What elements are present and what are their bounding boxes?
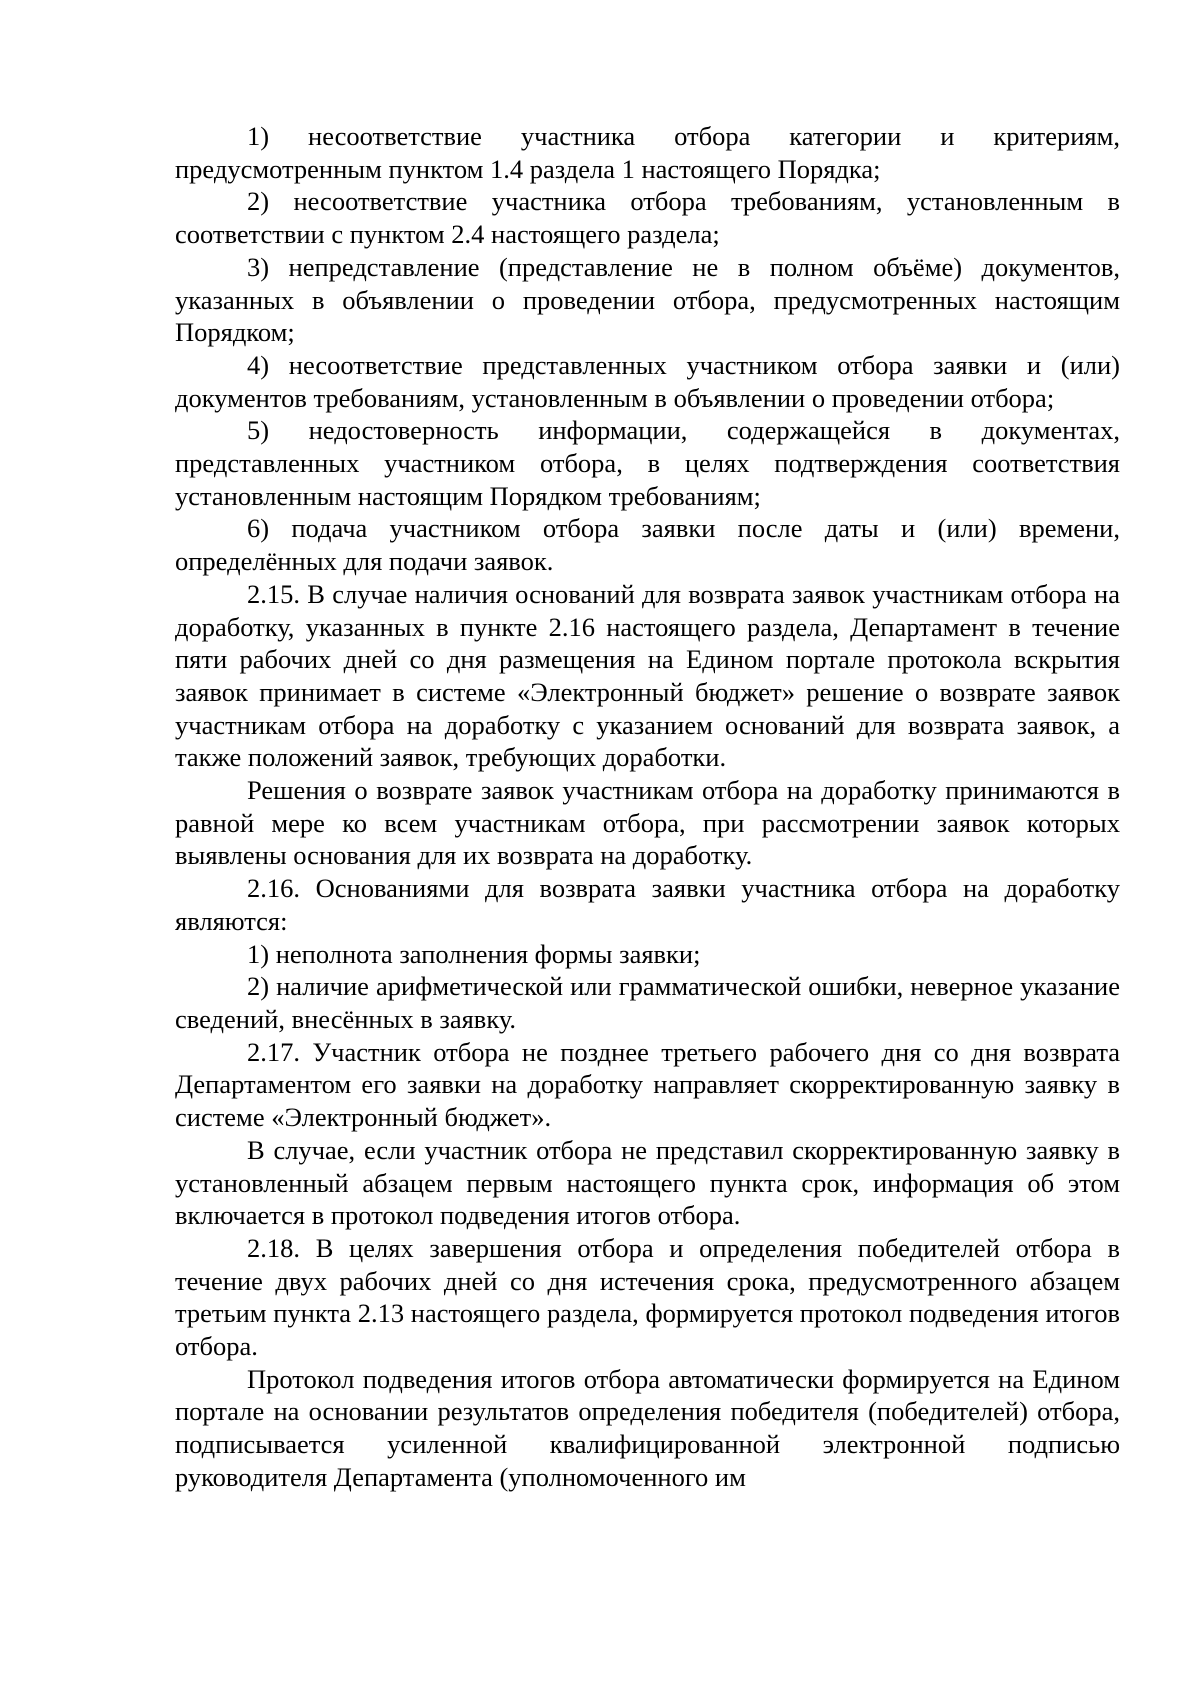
paragraph-decisions: Решения о возврате заявок участникам отбора на доработку принимаются в равной мере ко всем участникам отбора, при рассмотрении заявок которых выявлены основания для их возврата на доработку. xyxy=(175,775,1120,871)
paragraph-2-17-case: В случае, если участник отбора не представил скорректированную заявку в установленный абзацем первым настоящего пункта срок, информация об этом включается в протокол подведения итогов отбора. xyxy=(175,1134,1120,1231)
paragraph-item-6: 6) подача участником отбора заявки после даты и (или) времени, определённых для подачи заявок. xyxy=(175,513,1120,577)
paragraph-item-5: 5) недостоверность информации, содержащейся в документах, представленных участником отбора, в целях подтверждения соответствия установленным настоящим Порядком требованиям; xyxy=(175,415,1120,511)
paragraph-item-1: 1) несоответствие участника отбора категории и критериям, предусмотренным пунктом 1.4 раздела 1 настоящего Порядка; xyxy=(175,121,1120,184)
paragraph-clause-2-15: 2.15. В случае наличия оснований для возврата заявок участникам отбора на доработку, указанных в пункте 2.16 настоящего раздела, Департамент в течение пяти рабочих дней со дня размещения на Едином портале протокола вскрытия заявок принимает в системе «Электронный бюджет» решение о возврате заявок участникам отбора на доработку с указанием оснований для возврата заявок, а также положений заявок, требующих доработки. xyxy=(175,578,1120,773)
paragraph-clause-2-17: 2.17. Участник отбора не позднее третьего рабочего дня со дня возврата Департаментом его заявки на доработку направляет скорректированную заявку в системе «Электронный бюджет». xyxy=(175,1036,1120,1133)
paragraph-clause-2-18: 2.18. В целях завершения отбора и определения победителей отбора в течение двух рабочих дней со дня истечения срока, предусмотренного абзацем третьим пункта 2.13 настоящего раздела, формируется протокол подведения итогов отбора. xyxy=(175,1232,1120,1362)
paragraph-protocol: Протокол подведения итогов отбора автоматически формируется на Едином портале на основании результатов определения победителя (победителей) отбора, подписывается усиленной квалифицированной электронной подписью руководителя Департамента (уполномоченного им xyxy=(175,1363,1120,1492)
paragraph-2-16-item-2: 2) наличие арифметической или грамматической ошибки, неверное указание сведений, внесённых в заявку. xyxy=(175,971,1120,1034)
paragraph-item-2: 2) несоответствие участника отбора требованиям, установленным в соответствии с пунктом 2.4 настоящего раздела; xyxy=(175,186,1120,250)
paragraph-clause-2-16: 2.16. Основаниями для возврата заявки участника отбора на доработку являются: xyxy=(175,873,1120,936)
paragraph-item-3: 3) непредставление (представление не в полном объёме) документов, указанных в объявлении о проведении отбора, предусмотренных настоящим Порядком; xyxy=(175,251,1120,348)
paragraph-2-16-item-1: 1) неполнота заполнения формы заявки; xyxy=(247,938,701,969)
paragraph-item-4: 4) несоответствие представленных участником отбора заявки и (или) документов требованиям, установленным в объявлении о проведении отбора; xyxy=(175,349,1120,413)
document-body xyxy=(175,120,1120,1494)
